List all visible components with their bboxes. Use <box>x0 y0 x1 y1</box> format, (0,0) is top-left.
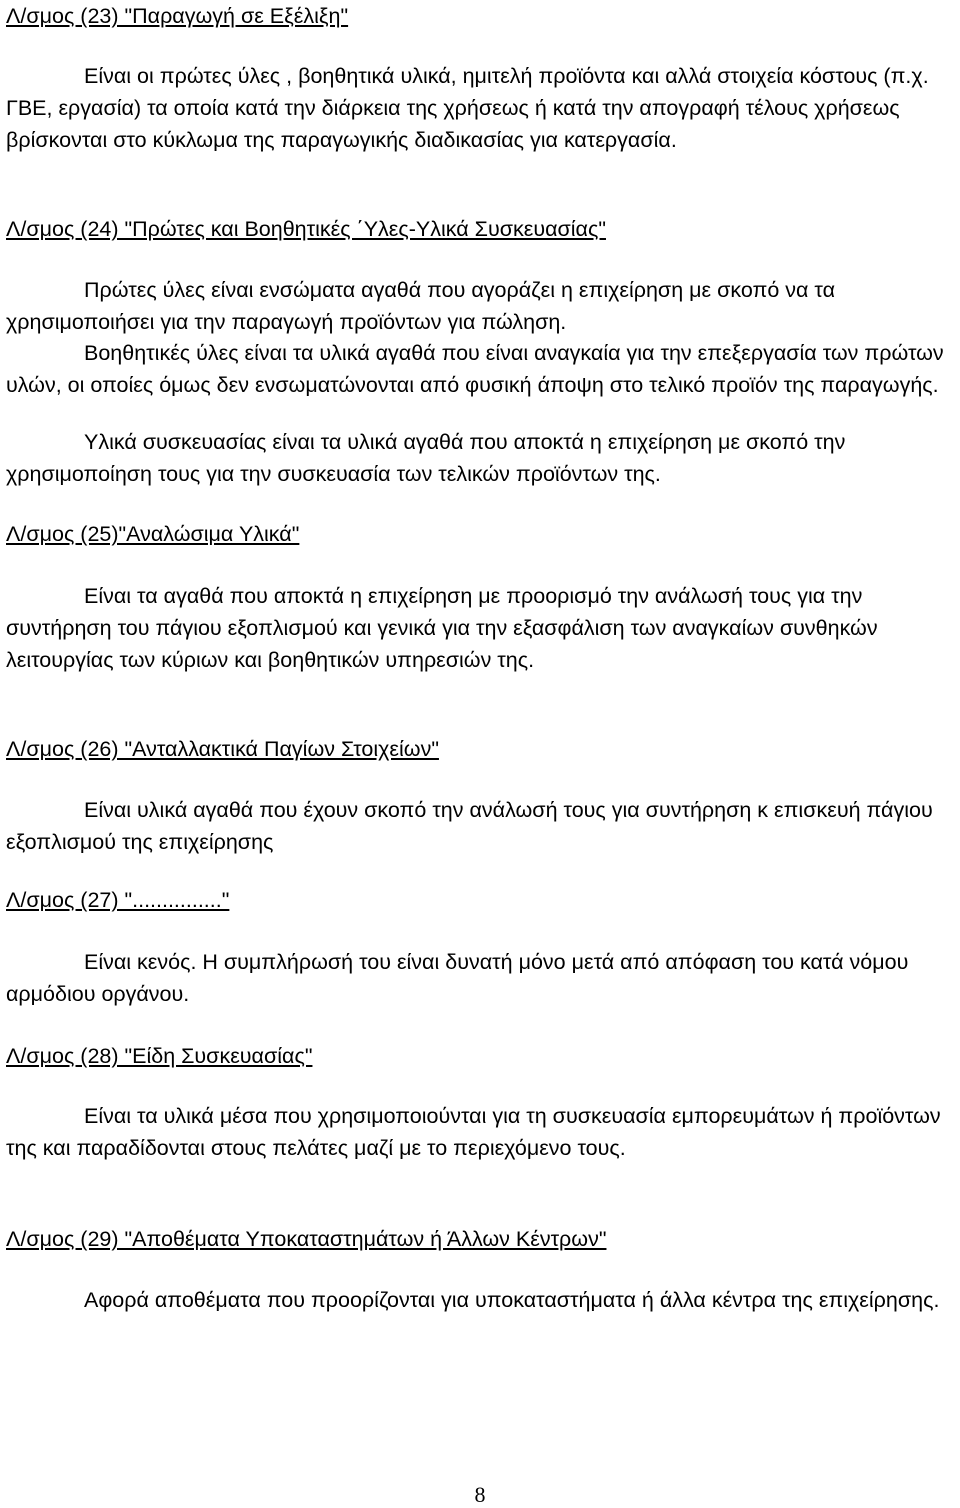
section-28-paragraph: Είναι τα υλικά μέσα που χρησιμοποιούνται για τη συσκευασία εμπορευμάτων ή προϊόντων της και παραδίδονται στους πελάτες μαζί με το περιεχόμενο τους. <box>6 1104 941 1160</box>
section-24-paragraph-packaging: Υλικά συσκευασίας είναι τα υλικά αγαθά που αποκτά η επιχείρηση με σκοπό την χρησιμοποίηση τους για την συσκευασία των τελικών προϊόντων της. <box>6 430 846 486</box>
section-28-heading: Λ/σμος (28) "Είδη Συσκευασίας" <box>6 1044 313 1068</box>
section-27-heading: Λ/σμος (27) "..............." <box>6 888 230 912</box>
section-23-paragraph: Είναι οι πρώτες ύλες , βοηθητικά υλικά, ημιτελή προϊόντα και αλλά στοιχεία κόστους (π.χ. ΓΒΕ, εργασία) τα οποία κατά την διάρκεια της χρήσεως ή κατά την απογραφή τέλους χρήσεως βρίσκονται στο κύκλωμα της παραγωγικής διαδικασίας για κατεργασία. <box>6 64 929 152</box>
section-25-heading: Λ/σμος (25)"Αναλώσιμα Υλικά" <box>6 522 300 546</box>
page-number: 8 <box>474 1482 486 1507</box>
section-26-paragraph: Είναι υλικά αγαθά που έχουν σκοπό την ανάλωσή τους για συντήρηση κ επισκευή πάγιου εξοπλισμού της επιχείρησης <box>6 798 933 854</box>
section-24-heading: Λ/σμος (24) "Πρώτες και Βοηθητικές ΄Υλες-Υλικά Συσκευασίας" <box>6 217 606 241</box>
section-29-paragraph: Αφορά αποθέματα που προορίζονται για υποκαταστήματα ή άλλα κέντρα της επιχείρησης. <box>84 1288 940 1312</box>
section-24-paragraph-raw-materials: Πρώτες ύλες είναι ενσώματα αγαθά που αγοράζει η επιχείρηση με σκοπό να τα χρησιμοποιήσει για την παραγωγή προϊόντων για πώληση. <box>6 278 836 334</box>
section-29-heading: Λ/σμος (29) "Αποθέματα Υποκαταστημάτων ή Άλλων Κέντρων" <box>6 1227 607 1251</box>
section-27-paragraph: Είναι κενός. Η συμπλήρωσή του είναι δυνατή μόνο μετά από απόφαση του κατά νόμου αρμόδιου οργάνου. <box>6 950 909 1006</box>
section-24-paragraph-auxiliary: Βοηθητικές ύλες είναι τα υλικά αγαθά που είναι αναγκαία για την επεξεργασία των πρώτων υλών, οι οποίες όμως δεν ενσωματώνονται από φυσική άποψη στο τελικό προϊόν της παραγωγής. <box>6 341 944 397</box>
section-23-heading: Λ/σμος (23) "Παραγωγή σε Εξέλιξη" <box>6 4 349 28</box>
section-25-paragraph: Είναι τα αγαθά που αποκτά η επιχείρηση με προορισμό την ανάλωσή τους για την συντήρηση του πάγιου εξοπλισμού και γενικά για την εξασφάλιση των αναγκαίων συνθηκών λειτουργίας των κύριων και βοηθητικών υπηρεσιών της. <box>6 584 878 672</box>
section-26-heading: Λ/σμος (26) "Ανταλλακτικά Παγίων Στοιχείων" <box>6 737 439 761</box>
